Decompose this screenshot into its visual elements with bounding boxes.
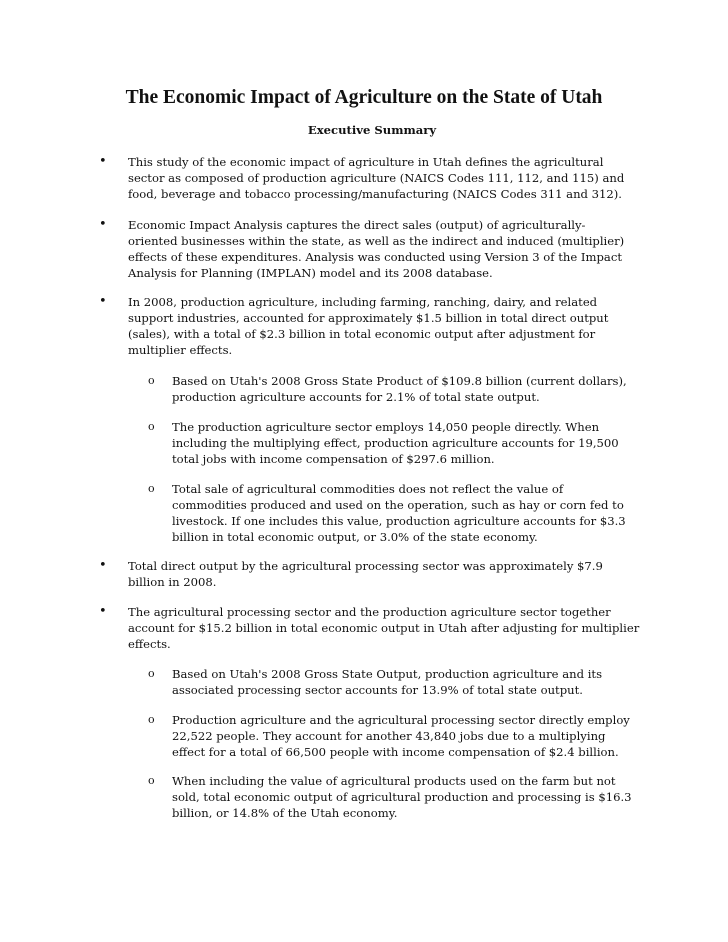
text-line: billion in total economic output, or 3.0% of the state economy. — [172, 530, 538, 544]
sub-bullet-marker: o — [148, 713, 155, 726]
document-title: The Economic Impact of Agriculture on the State of Utah — [125, 87, 603, 108]
text-line: (sales), with a total of $2.3 billion in total economic output after adjustment for — [128, 327, 596, 341]
text-line: commodities produced and used on the operation, such as hay or corn fed to — [172, 498, 624, 512]
bullet-marker: • — [99, 558, 107, 573]
bullet-paragraph — [128, 558, 648, 590]
text-line: 22,522 people. They account for another 43,840 jobs due to a multiplying — [172, 729, 606, 743]
sub-bullet-marker: o — [148, 667, 155, 680]
bullet-paragraph — [128, 217, 648, 281]
bullet-marker: • — [99, 217, 107, 232]
bullet-marker: • — [99, 294, 107, 309]
text-line: sector as composed of production agriculture (NAICS Codes 111, 112, and 115) and — [128, 171, 625, 185]
bullet-marker: • — [99, 154, 107, 169]
bullet-paragraph — [128, 604, 648, 652]
text-line: effects of these expenditures. Analysis was conducted using Version 3 of the Impact — [128, 250, 622, 264]
text-line: associated processing sector accounts for 13.9% of total state output. — [172, 683, 583, 697]
text-line: including the multiplying effect, production agriculture accounts for 19,500 — [172, 436, 619, 450]
sub-bullet-marker: o — [148, 774, 155, 787]
text-line: In 2008, production agriculture, including farming, ranching, dairy, and related — [128, 295, 598, 309]
sub-bullet-paragraph — [172, 373, 648, 405]
bullet-paragraph — [128, 294, 648, 358]
text-line: Production agriculture and the agricultural processing sector directly employ — [172, 713, 630, 727]
text-line: oriented businesses within the state, as well as the indirect and induced (multiplier) — [128, 234, 625, 248]
text-line: total jobs with income compensation of $297.6 million. — [172, 452, 495, 466]
text-line: food, beverage and tobacco processing/manufacturing (NAICS Codes 311 and 312). — [128, 187, 622, 201]
sub-bullet-paragraph — [172, 712, 648, 760]
bullet-paragraph — [128, 154, 648, 202]
text-line: This study of the economic impact of agriculture in Utah defines the agricultural — [128, 155, 604, 169]
sub-bullet-marker: o — [148, 374, 155, 387]
text-line: Based on Utah's 2008 Gross State Output, production agriculture and its — [172, 667, 603, 681]
text-line: Analysis for Planning (IMPLAN) model and its 2008 database. — [128, 266, 493, 280]
text-line: livestock. If one includes this value, production agriculture accounts for $3.3 — [172, 514, 626, 528]
text-line: billion, or 14.8% of the Utah economy. — [172, 806, 398, 820]
text-line: The agricultural processing sector and the production agriculture sector together — [128, 605, 611, 619]
text-line: production agriculture accounts for 2.1% of total state output. — [172, 390, 540, 404]
sub-bullet-paragraph — [172, 419, 648, 467]
text-line: The production agriculture sector employs 14,050 people directly. When — [172, 420, 600, 434]
sub-bullet-paragraph — [172, 481, 648, 545]
sub-bullet-marker: o — [148, 420, 155, 433]
sub-bullet-marker: o — [148, 482, 155, 495]
text-line: billion in 2008. — [128, 575, 217, 589]
sub-bullet-paragraph — [172, 666, 648, 698]
sub-bullet-paragraph — [172, 773, 648, 821]
text-line: support industries, accounted for approximately $1.5 billion in total direct output — [128, 311, 609, 325]
bullet-marker: • — [99, 604, 107, 619]
text-line: sold, total economic output of agricultural production and processing is $16.3 — [172, 790, 632, 804]
text-line: effect for a total of 66,500 people with income compensation of $2.4 billion. — [172, 745, 619, 759]
text-line: account for $15.2 billion in total economic output in Utah after adjusting for multiplier — [128, 621, 640, 635]
text-line: Economic Impact Analysis captures the direct sales (output) of agriculturally- — [128, 218, 586, 232]
text-line: effects. — [128, 637, 171, 651]
text-line: Total direct output by the agricultural processing sector was approximately $7.9 — [128, 559, 603, 573]
text-line: Based on Utah's 2008 Gross State Product of $109.8 billion (current dollars), — [172, 374, 627, 388]
text-line: multiplier effects. — [128, 343, 233, 357]
text-line: Total sale of agricultural commodities does not reflect the value of — [172, 482, 564, 496]
section-heading: Executive Summary — [307, 123, 437, 137]
text-line: When including the value of agricultural products used on the farm but not — [172, 774, 616, 788]
